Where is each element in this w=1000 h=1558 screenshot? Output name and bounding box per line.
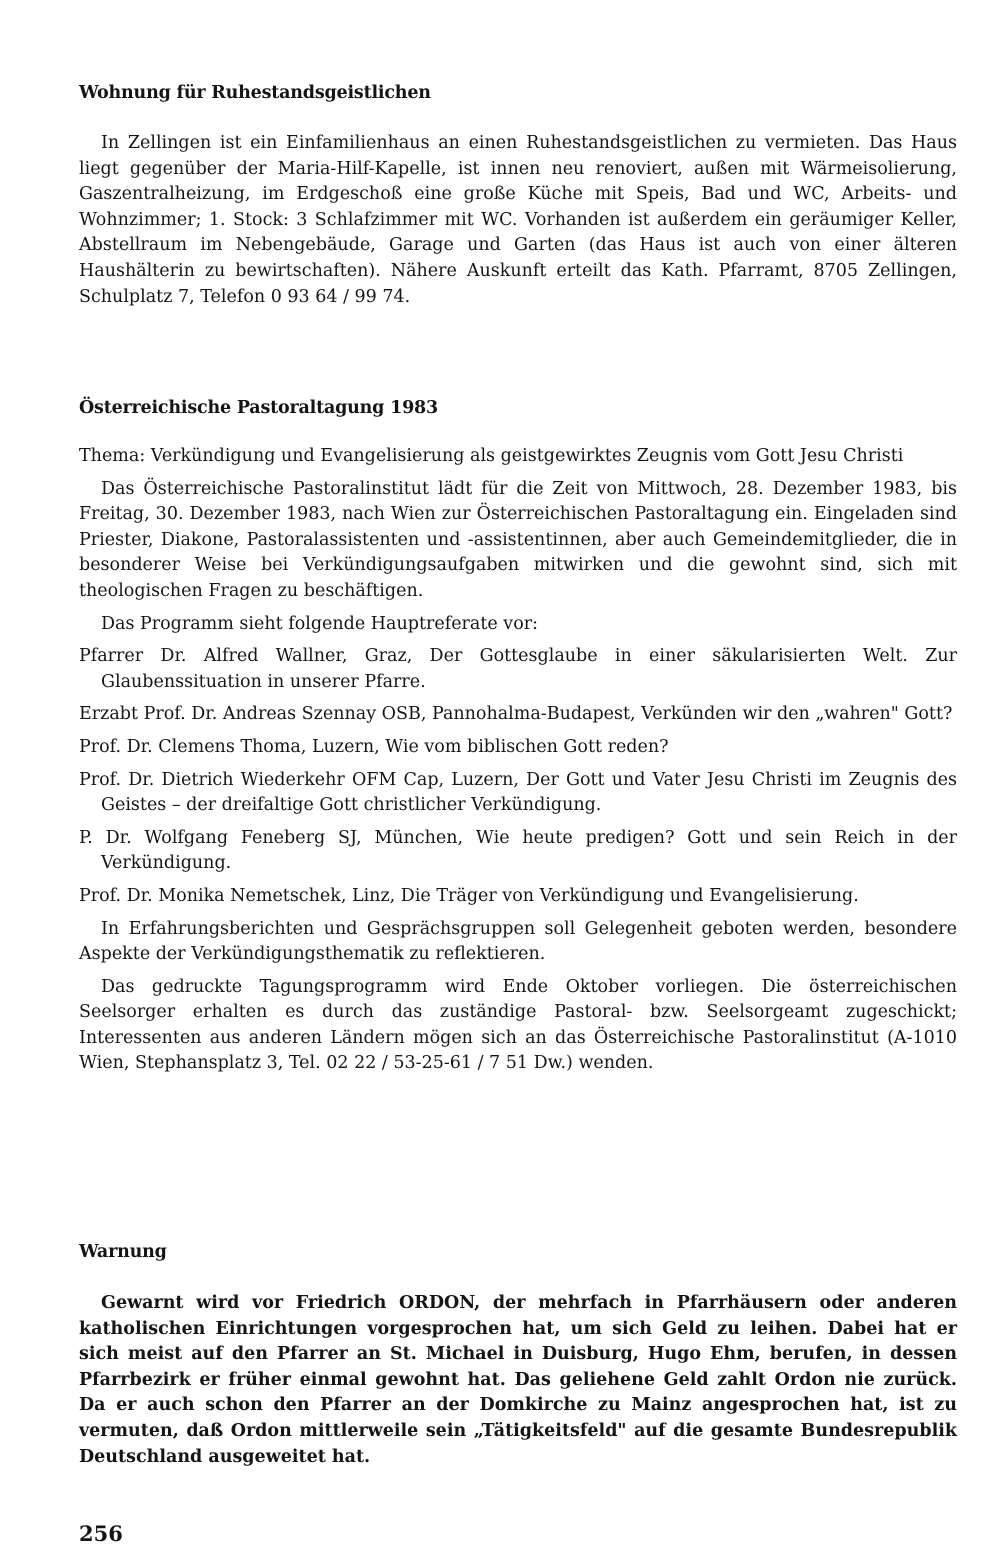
section-pastoral-conference [79,396,957,420]
paragraph: In Zellingen ist ein Einfamilienhaus an einen Ruhestandsgeistlichen zu vermieten. Das Haus liegt gegenüber der Maria-Hilf-Kapelle, ist innen neu renoviert, außen mit Wärmeisolierung, Gaszentralheizung, im Erdgeschoß eine große Küche mit Speis, Bad und WC, Arbeits- und Wohnzimmer; 1. Stock: 3 Schlafzimmer mit WC. Vorhanden ist außerdem ein geräumiger Keller, Abstellraum im Nebengebäude, Garage und Garten (das Haus ist auch von einer älteren Haushälterin zu bewirtschaften). Nähere Auskunft erteilt das Kath. Pfarramt, 8705 Zellingen, Schulplatz 7, Telefon 0 93 64 / 99 74. [79,133,957,307]
theme-line: Thema: Verkündigung und Evangelisierung als geistgewirktes Zeugnis vom Gott Jesu Christi [79,446,904,466]
section-warning [79,1240,957,1264]
speaker-item: Pfarrer Dr. Alfred Wallner, Graz, Der Gottesglaube in einer säkularisierten Welt. Zur Glaubenssituation in unserer Pfarre. [79,646,957,692]
speaker-item: P. Dr. Wolfgang Feneberg SJ, München, Wie heute predigen? Gott und sein Reich in der Verkündigung. [79,827,957,874]
paragraph: Das gedruckte Tagungsprogramm wird Ende Oktober vorliegen. Die österreichischen Seelsorger erhalten es durch das zuständige Pastoral- bzw. Seelsorgeamt zugeschickt; Interessenten aus anderen Ländern mögen sich an das Österreichische Pastoralinstitut (A-1010 Wien, Stephansplatz 3, Tel. 02 22 / 53-25-61 / 7 51 Dw.) wenden. [79,976,957,1074]
section-apartment-body [79,131,957,310]
section-pastoral-conference-body [79,444,957,1077]
paragraph: Gewarnt wird vor Friedrich ORDON, der mehrfach in Pfarrhäusern oder anderen katholischen Einrichtungen vorgesprochen hat, um sich Geld zu leihen. Dabei hat er sich meist auf den Pfarrer an St. Michael in Duisburg, Hugo Ehm, berufen, in dessen Pfarrbezirk er früher einmal gewohnt hat. Das geliehene Geld zahlt Ordon nie zurück. Da er auch schon den Pfarrer an der Domkirche zu Mainz angesprochen hat, ist zu vermuten, daß Ordon mittlerweile sein „Tätigkeitsfeld" auf die gesamte Bundesrepublik Deutschland ausgeweitet hat. [79,1293,957,1467]
paragraph: Das Programm sieht folgende Hauptreferate vor: [101,613,538,634]
section-warning-body [79,1291,957,1470]
speaker-item: Prof. Dr. Clemens Thoma, Luzern, Wie vom biblischen Gott reden? [79,736,669,757]
speaker-item: Erzabt Prof. Dr. Andreas Szennay OSB, Pannohalma-Budapest, Verkünden wir den „wahren" Gott? [79,704,953,725]
paragraph: Das Österreichische Pastoralinstitut lädt für die Zeit von Mittwoch, 28. Dezember 1983, bis Freitag, 30. Dezember 1983, nach Wien zur Österreichischen Pastoraltagung ein. Eingeladen sind Priester, Diakone, Pastoralassistenten und -assistentinnen, aber auch Gemeindemitglieder, die in besonderer Weise bei Verkündigungsaufgaben mitwirken und die gewohnt sind, sich mit theologischen Fragen zu beschäftigen. [79,478,957,601]
paragraph: In Erfahrungsberichten und Gesprächsgruppen soll Gelegenheit geboten werden, besondere Aspekte der Verkündigungsthematik zu reflektieren. [79,918,957,965]
section-title: Österreichische Pastoraltagung 1983 [79,398,439,418]
page-number: 256 [79,1521,123,1546]
section-title: Wohnung für Ruhestandsgeistlichen [79,83,431,103]
speaker-item: Prof. Dr. Monika Nemetschek, Linz, Die Träger von Verkündigung und Evangelisierung. [79,885,859,906]
section-apartment [79,81,957,105]
section-title: Warnung [79,1242,167,1262]
speaker-item: Prof. Dr. Dietrich Wiederkehr OFM Cap, Luzern, Der Gott und Vater Jesu Christi im Zeugnis des Geistes – der dreifaltige Gott christlicher Verkündigung. [79,769,957,816]
